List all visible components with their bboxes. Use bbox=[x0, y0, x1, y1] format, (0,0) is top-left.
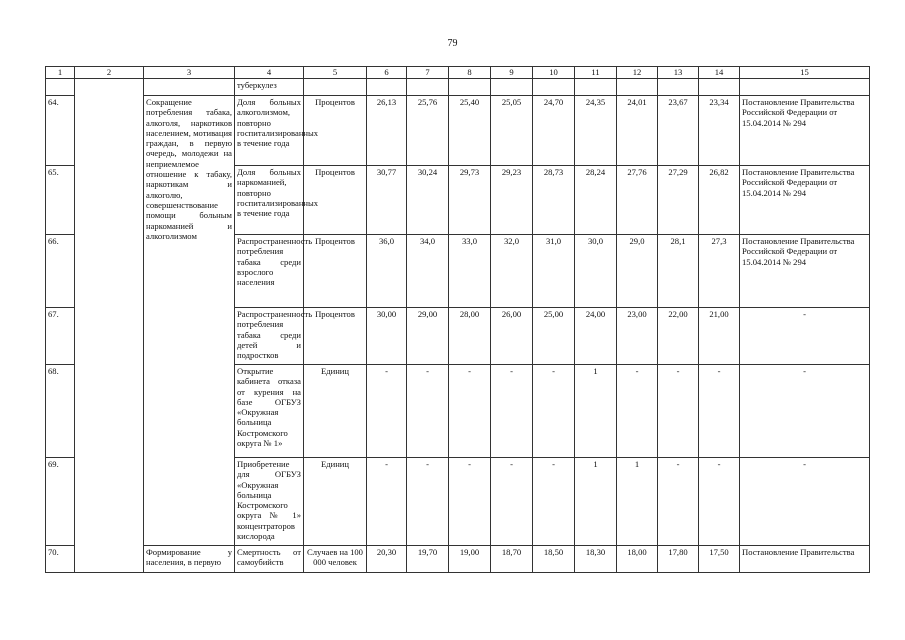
value-cell: 18,00 bbox=[617, 546, 658, 573]
value-cell: 26,82 bbox=[699, 166, 740, 235]
value-cell: 19,00 bbox=[449, 546, 491, 573]
column-number: 15 bbox=[740, 67, 870, 79]
unit: Единиц bbox=[304, 365, 367, 458]
row-number: 68. bbox=[46, 365, 75, 458]
source-document: Постановление Правительства Российской Федерации от 15.04.2014 № 294 bbox=[740, 235, 870, 308]
value-cell: - bbox=[617, 365, 658, 458]
column-number: 3 bbox=[144, 67, 235, 79]
row-number: 64. bbox=[46, 96, 75, 166]
value-cell: 25,40 bbox=[449, 96, 491, 166]
value-cell: 29,0 bbox=[617, 235, 658, 308]
value-cell: - bbox=[367, 365, 407, 458]
indicator-name: Приобретение для ОГБУЗ «Окружная больница Костромского округа № 1» концентраторов кислорода bbox=[235, 458, 304, 546]
value-cell: 1 bbox=[617, 458, 658, 546]
unit: Процентов bbox=[304, 235, 367, 308]
value-cell: 33,0 bbox=[449, 235, 491, 308]
value-cell: 24,35 bbox=[575, 96, 617, 166]
value-cell: - bbox=[449, 365, 491, 458]
value-cell: 32,0 bbox=[491, 235, 533, 308]
value-cell: - bbox=[658, 365, 699, 458]
table-row bbox=[46, 96, 870, 166]
indicator-name: Открытие кабинета отказа от курения на базе ОГБУЗ «Окружная больница Костромского округа № 1» bbox=[235, 365, 304, 458]
source-document: Постановление Правительства Российской Федерации от 15.04.2014 № 294 bbox=[740, 166, 870, 235]
value-cell: 27,29 bbox=[658, 166, 699, 235]
value-cell: 1 bbox=[575, 365, 617, 458]
value-cell: 30,0 bbox=[575, 235, 617, 308]
column-number: 10 bbox=[533, 67, 575, 79]
value-cell: 17,50 bbox=[699, 546, 740, 573]
value-cell: 34,0 bbox=[407, 235, 449, 308]
value-cell: - bbox=[407, 365, 449, 458]
value-cell: 27,3 bbox=[699, 235, 740, 308]
value-cell: 17,80 bbox=[658, 546, 699, 573]
indicator-name: Доля больных наркоманией, повторно госпитализированных в течение года bbox=[235, 166, 304, 235]
value-cell: 23,34 bbox=[699, 96, 740, 166]
value-cell: 26,13 bbox=[367, 96, 407, 166]
value-cell: 24,00 bbox=[575, 308, 617, 365]
column-number: 13 bbox=[658, 67, 699, 79]
goal-text: Сокращение потребления табака, алкоголя, наркотиков населением, мотивация граждан, в первую очередь, молодежи на неприемлемое отношение к табаку, наркотикам и алкоголю, совершенствование помощи больным наркоманией и алкоголизмом bbox=[144, 96, 235, 546]
continuation-text: туберкулез bbox=[235, 79, 304, 96]
value-cell: 19,70 bbox=[407, 546, 449, 573]
table-cell bbox=[144, 79, 235, 96]
value-cell: 27,76 bbox=[617, 166, 658, 235]
column-number: 7 bbox=[407, 67, 449, 79]
column-number: 5 bbox=[304, 67, 367, 79]
value-cell: 25,76 bbox=[407, 96, 449, 166]
indicator-name: Распространенность потребления табака среди детей и подростков bbox=[235, 308, 304, 365]
value-cell: 24,70 bbox=[533, 96, 575, 166]
value-cell: 28,73 bbox=[533, 166, 575, 235]
row-number: 65. bbox=[46, 166, 75, 235]
source-document: - bbox=[740, 308, 870, 365]
value-cell: 30,24 bbox=[407, 166, 449, 235]
value-cell: 28,24 bbox=[575, 166, 617, 235]
column-number: 9 bbox=[491, 67, 533, 79]
value-cell: - bbox=[699, 458, 740, 546]
merged-empty-cell bbox=[75, 79, 144, 573]
value-cell: 29,23 bbox=[491, 166, 533, 235]
column-number: 2 bbox=[75, 67, 144, 79]
value-cell: - bbox=[491, 365, 533, 458]
continuation-row bbox=[46, 79, 870, 96]
value-cell: - bbox=[491, 458, 533, 546]
unit: Процентов bbox=[304, 308, 367, 365]
value-cell: 30,00 bbox=[367, 308, 407, 365]
value-cell: 31,0 bbox=[533, 235, 575, 308]
value-cell: 18,30 bbox=[575, 546, 617, 573]
value-cell: - bbox=[407, 458, 449, 546]
column-number: 1 bbox=[46, 67, 75, 79]
row-number: 66. bbox=[46, 235, 75, 308]
value-cell: - bbox=[367, 458, 407, 546]
indicator-name: Доля больных алкоголизмом, повторно госпитализированных в течение года bbox=[235, 96, 304, 166]
value-cell: 18,70 bbox=[491, 546, 533, 573]
value-cell: - bbox=[449, 458, 491, 546]
value-cell: 20,30 bbox=[367, 546, 407, 573]
source-document: Постановление Правительства bbox=[740, 546, 870, 573]
row-number: 69. bbox=[46, 458, 75, 546]
value-cell: 23,00 bbox=[617, 308, 658, 365]
table-cell bbox=[46, 79, 75, 96]
value-cell: 1 bbox=[575, 458, 617, 546]
indicator-name: Смертность от самоубийств bbox=[235, 546, 304, 573]
value-cell: - bbox=[533, 458, 575, 546]
value-cell: 29,73 bbox=[449, 166, 491, 235]
column-number-row bbox=[46, 67, 870, 79]
value-cell: 22,00 bbox=[658, 308, 699, 365]
value-cell: - bbox=[699, 365, 740, 458]
source-document: - bbox=[740, 458, 870, 546]
value-cell: - bbox=[533, 365, 575, 458]
page-number: 79 bbox=[447, 38, 458, 49]
unit: Единиц bbox=[304, 458, 367, 546]
value-cell: 23,67 bbox=[658, 96, 699, 166]
source-document: Постановление Правительства Российской Федерации от 15.04.2014 № 294 bbox=[740, 96, 870, 166]
value-cell: 29,00 bbox=[407, 308, 449, 365]
column-number: 6 bbox=[367, 67, 407, 79]
goal-text: Формирование у населения, в первую bbox=[144, 546, 235, 573]
column-number: 8 bbox=[449, 67, 491, 79]
value-cell: - bbox=[658, 458, 699, 546]
unit: Процентов bbox=[304, 96, 367, 166]
value-cell: 28,1 bbox=[658, 235, 699, 308]
table-row bbox=[46, 546, 870, 573]
row-number: 67. bbox=[46, 308, 75, 365]
value-cell: 25,00 bbox=[533, 308, 575, 365]
row-number: 70. bbox=[46, 546, 75, 573]
value-cell: 21,00 bbox=[699, 308, 740, 365]
value-cell: 36,0 bbox=[367, 235, 407, 308]
column-number: 14 bbox=[699, 67, 740, 79]
indicators-table bbox=[45, 66, 870, 573]
unit: Случаев на 100 000 человек bbox=[304, 546, 367, 573]
value-cell: 26,00 bbox=[491, 308, 533, 365]
source-document: - bbox=[740, 365, 870, 458]
indicator-name: Распространенность потребления табака среди взрослого населения bbox=[235, 235, 304, 308]
unit: Процентов bbox=[304, 166, 367, 235]
value-cell: 28,00 bbox=[449, 308, 491, 365]
column-number: 11 bbox=[575, 67, 617, 79]
column-number: 4 bbox=[235, 67, 304, 79]
value-cell: 24,01 bbox=[617, 96, 658, 166]
value-cell: 18,50 bbox=[533, 546, 575, 573]
value-cell: 30,77 bbox=[367, 166, 407, 235]
column-number: 12 bbox=[617, 67, 658, 79]
value-cell: 25,05 bbox=[491, 96, 533, 166]
